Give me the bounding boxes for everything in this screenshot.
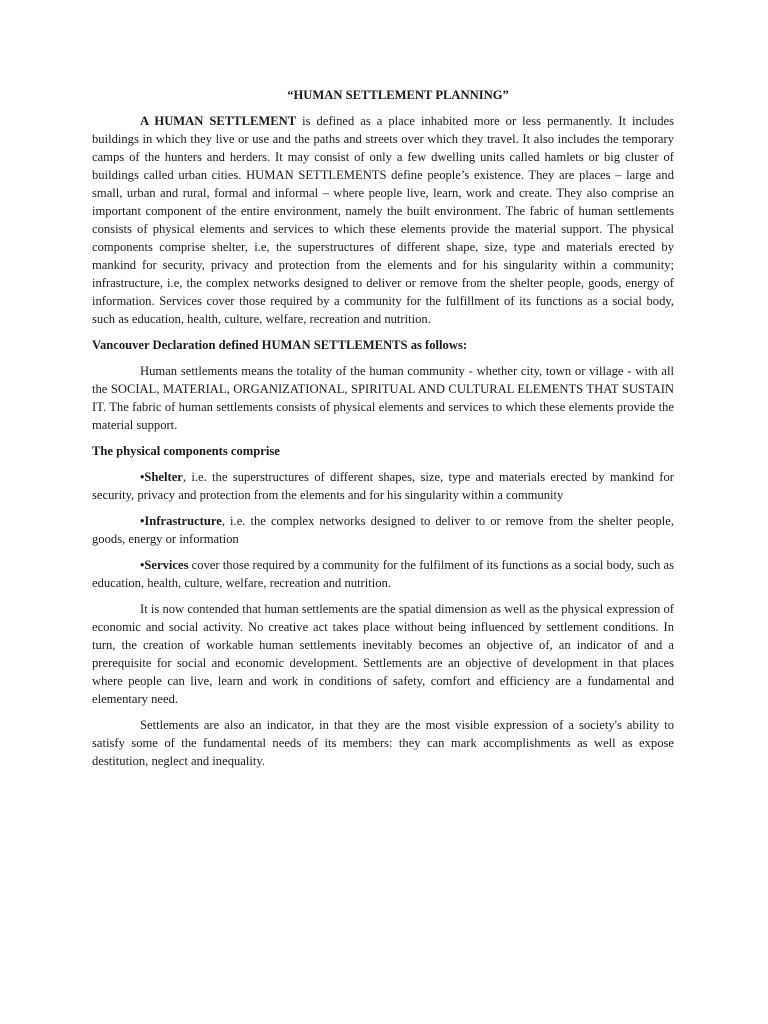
- component-services: [92, 556, 674, 592]
- component-term: •Infrastructure: [140, 514, 222, 528]
- components-heading: The physical components comprise: [92, 444, 280, 458]
- intro-text: is defined as a place inhabited more or less permanently. It includes buildings in which they live or use and the paths and streets over which they travel. It also includes the temporary camps of the hunters and herders. It may consist of only a few dwelling units called hamlets or big cluster of buildings called urban cities. HUMAN SETTLEMENTS define people’s existence. They are places – large and small, urban and rural, formal and informal – where people live, learn, work and create. They also comprise an important component of the entire environment, namely the built environment. The fabric of human settlements consists of physical elements and services to which these elements provide the material support. The physical components comprise shelter, i.e, the superstructures of different shape, size, type and materials erected by mankind for security, privacy and protection from the elements and for his singularity within a community; infrastructure, i.e, the complex networks designed to deliver or remove from the shelter people, goods, energy of information. Services cover those required by a community for the fulfillment of its functions as a social body, such as education, health, culture, welfare, recreation and nutrition.: [92, 114, 674, 326]
- component-shelter: [92, 468, 674, 504]
- component-infrastructure: [92, 512, 674, 548]
- vancouver-heading: Vancouver Declaration defined HUMAN SETTLEMENTS as follows:: [92, 338, 468, 352]
- component-text: , i.e. the complex networks designed to deliver to or remove from the shelter people, goods, energy or information: [92, 514, 674, 546]
- component-text: , i.e. the superstructures of different shapes, size, type and materials erected by mankind for security, privacy and protection from the elements and for his singularity within a community: [92, 470, 674, 502]
- component-term: •Services: [140, 558, 189, 572]
- document-title: “HUMAN SETTLEMENT PLANNING”: [287, 88, 509, 102]
- indicator-paragraph: Settlements are also an indicator, in that they are the most visible expression of a society's ability to satisfy some of the fundamental needs of its members: they can mark accomplishments as well as expose destitution, neglect and inequality.: [92, 718, 674, 768]
- vancouver-paragraph: Human settlements means the totality of the human community - whether city, town or village - with all the SOCIAL, MATERIAL, ORGANIZATIONAL, SPIRITUAL AND CULTURAL ELEMENTS THAT SUSTAIN IT. The fabric of human settlements consists of physical elements and services to which these elements provide the material support.: [92, 364, 674, 432]
- intro-lead-term: A HUMAN SETTLEMENT: [140, 114, 297, 128]
- document-page: [92, 86, 674, 778]
- component-text: cover those required by a community for the fulfilment of its functions as a social body, such as education, health, culture, welfare, recreation and nutrition.: [92, 558, 674, 590]
- intro-paragraph: [92, 112, 674, 328]
- contended-paragraph: It is now contended that human settlements are the spatial dimension as well as the physical expression of economic and social activity. No creative act takes place without being influenced by settlement conditions. In turn, the creation of workable human settlements inevitably becomes an objective of, an indicator of and a prerequisite for social and economic development. Settlements are an objective of development in that places where people can live, learn and work in conditions of safety, comfort and efficiency are a fundamental and elementary need.: [92, 602, 674, 706]
- component-term: •Shelter: [140, 470, 183, 484]
